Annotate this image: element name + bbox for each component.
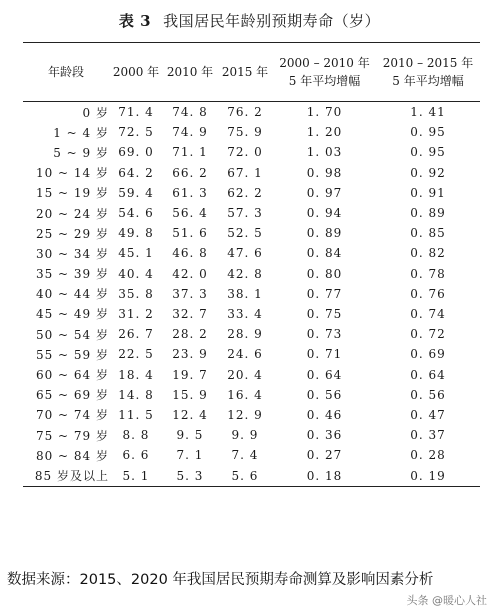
cell-y2015: 52. 5 bbox=[227, 226, 263, 241]
col-header-2015: 2015 年 bbox=[217, 43, 273, 102]
cell-r2: 0. 92 bbox=[410, 165, 446, 180]
cell-y2010: 32. 7 bbox=[172, 306, 208, 321]
cell-age: 35 ~ 39 岁 bbox=[35, 267, 109, 282]
table-row bbox=[23, 465, 480, 487]
table-row bbox=[23, 304, 480, 324]
cell-age: 20 ~ 24 岁 bbox=[35, 206, 109, 221]
cell-age: 25 ~ 29 岁 bbox=[35, 226, 109, 241]
cell-y2010: 12. 4 bbox=[172, 407, 208, 422]
col-header-rate-2000-2010-line1: 2000 – 2010 年 bbox=[279, 56, 370, 70]
cell-r1: 1. 03 bbox=[306, 145, 343, 160]
cell-y2015: 62. 2 bbox=[227, 185, 263, 200]
cell-r2: 0. 76 bbox=[410, 286, 446, 301]
table-row bbox=[23, 445, 480, 465]
cell-y2015: 76. 2 bbox=[227, 105, 263, 120]
cell-r1: 0. 94 bbox=[306, 206, 343, 221]
cell-y2000: 26. 7 bbox=[118, 327, 154, 342]
cell-r1: 0. 89 bbox=[306, 226, 343, 241]
cell-y2010: 74. 9 bbox=[172, 125, 208, 140]
col-header-rate-2010-2015 bbox=[376, 43, 480, 102]
cell-age: 30 ~ 34 岁 bbox=[35, 246, 109, 261]
cell-y2015: 38. 1 bbox=[227, 286, 263, 301]
cell-age: 0 岁 bbox=[82, 105, 109, 120]
table-row bbox=[23, 223, 480, 243]
cell-r2: 1. 41 bbox=[410, 105, 446, 120]
cell-y2015: 33. 4 bbox=[227, 306, 263, 321]
cell-r1: 0. 75 bbox=[306, 306, 343, 321]
watermark-text: 头条 @暖心人社 bbox=[406, 594, 487, 607]
table-row bbox=[23, 344, 480, 364]
cell-r2: 0. 74 bbox=[410, 306, 446, 321]
col-header-2000: 2000 年 bbox=[109, 43, 163, 102]
table-row bbox=[23, 183, 480, 203]
table-row bbox=[23, 203, 480, 223]
cell-r1: 0. 77 bbox=[306, 286, 343, 301]
cell-y2010: 51. 6 bbox=[172, 226, 208, 241]
cell-age: 40 ~ 44 岁 bbox=[35, 287, 109, 302]
cell-r1: 0. 18 bbox=[273, 465, 376, 487]
table-row bbox=[23, 163, 480, 183]
table-number: 表 3 bbox=[118, 12, 152, 30]
cell-r1: 0. 64 bbox=[306, 367, 343, 382]
source-note: 数据来源：2015、2020 年我国居民预期寿命测算及影响因素分析 bbox=[7, 572, 434, 588]
table-header-row bbox=[23, 43, 480, 102]
table-row bbox=[23, 324, 480, 344]
cell-r2: 0. 28 bbox=[410, 448, 446, 463]
cell-y2000: 35. 8 bbox=[118, 286, 154, 301]
cell-r2: 0. 56 bbox=[410, 387, 446, 402]
cell-y2015: 5. 6 bbox=[217, 465, 273, 487]
cell-y2000: 71. 4 bbox=[118, 105, 154, 120]
cell-y2015: 20. 4 bbox=[227, 367, 263, 382]
cell-age: 70 ~ 74 岁 bbox=[35, 408, 109, 423]
cell-r1: 0. 46 bbox=[306, 407, 343, 422]
cell-y2015: 28. 9 bbox=[227, 327, 263, 342]
cell-age: 85 岁及以上 bbox=[23, 465, 109, 487]
table-row bbox=[23, 122, 480, 142]
table-row bbox=[23, 385, 480, 405]
cell-y2000: 45. 1 bbox=[118, 246, 154, 261]
table-row bbox=[23, 243, 480, 263]
cell-r1: 0. 98 bbox=[306, 165, 343, 180]
cell-y2010: 61. 3 bbox=[172, 185, 208, 200]
cell-y2000: 11. 5 bbox=[118, 407, 154, 422]
cell-age: 55 ~ 59 岁 bbox=[35, 347, 109, 362]
cell-y2000: 72. 5 bbox=[118, 125, 154, 140]
cell-y2000: 5. 1 bbox=[109, 465, 163, 487]
table-row bbox=[23, 364, 480, 384]
cell-y2015: 42. 8 bbox=[227, 266, 263, 281]
cell-r1: 0. 73 bbox=[306, 327, 343, 342]
cell-r1: 0. 36 bbox=[306, 428, 343, 443]
table-row bbox=[23, 284, 480, 304]
cell-y2015: 72. 0 bbox=[227, 145, 263, 160]
cell-y2000: 40. 4 bbox=[118, 266, 154, 281]
cell-r2: 0. 37 bbox=[410, 428, 446, 443]
cell-r2: 0. 95 bbox=[410, 145, 446, 160]
cell-y2000: 22. 5 bbox=[118, 347, 154, 362]
table-row bbox=[23, 425, 480, 445]
cell-y2010: 19. 7 bbox=[172, 367, 208, 382]
cell-r1: 1. 70 bbox=[306, 105, 343, 120]
cell-r2: 0. 64 bbox=[410, 367, 446, 382]
table-row bbox=[23, 142, 480, 162]
cell-y2000: 14. 8 bbox=[118, 387, 154, 402]
cell-y2010: 9. 5 bbox=[176, 428, 204, 443]
table-body bbox=[23, 102, 480, 487]
cell-r2: 0. 72 bbox=[410, 327, 446, 342]
cell-age: 50 ~ 54 岁 bbox=[35, 327, 109, 342]
cell-y2010: 28. 2 bbox=[172, 327, 208, 342]
cell-r1: 0. 27 bbox=[306, 448, 343, 463]
col-header-rate-2000-2010 bbox=[273, 43, 376, 102]
cell-y2015: 75. 9 bbox=[227, 125, 263, 140]
cell-y2015: 16. 4 bbox=[227, 387, 263, 402]
table-row bbox=[23, 264, 480, 284]
cell-y2015: 9. 9 bbox=[231, 428, 259, 443]
cell-r2: 0. 85 bbox=[410, 226, 446, 241]
cell-r1: 1. 20 bbox=[306, 125, 343, 140]
cell-age: 60 ~ 64 岁 bbox=[35, 368, 109, 383]
cell-r2: 0. 89 bbox=[410, 206, 446, 221]
cell-age: 15 ~ 19 岁 bbox=[35, 186, 109, 201]
cell-y2015: 12. 9 bbox=[227, 407, 263, 422]
cell-r2: 0. 78 bbox=[410, 266, 446, 281]
cell-r2: 0. 82 bbox=[410, 246, 446, 261]
table-title: 我国居民年龄别预期寿命（岁） bbox=[163, 12, 381, 30]
cell-age: 75 ~ 79 岁 bbox=[35, 428, 109, 443]
cell-r2: 0. 47 bbox=[410, 407, 446, 422]
cell-y2000: 49. 8 bbox=[118, 226, 154, 241]
cell-r1: 0. 71 bbox=[306, 347, 343, 362]
cell-y2000: 64. 2 bbox=[118, 165, 154, 180]
cell-age: 45 ~ 49 岁 bbox=[35, 307, 109, 322]
cell-r2: 0. 69 bbox=[410, 347, 446, 362]
cell-r1: 0. 84 bbox=[306, 246, 343, 261]
table-caption bbox=[0, 10, 499, 31]
cell-y2010: 42. 0 bbox=[172, 266, 208, 281]
cell-y2000: 69. 0 bbox=[118, 145, 154, 160]
cell-age: 10 ~ 14 岁 bbox=[35, 166, 109, 181]
col-header-age: 年龄段 bbox=[23, 43, 109, 102]
cell-y2010: 7. 1 bbox=[176, 448, 204, 463]
cell-y2000: 6. 6 bbox=[122, 448, 150, 463]
cell-age: 80 ~ 84 岁 bbox=[35, 448, 109, 463]
col-header-rate-2000-2010-line2: 5 年平均增幅 bbox=[288, 74, 361, 88]
cell-y2010: 71. 1 bbox=[172, 145, 208, 160]
cell-y2000: 18. 4 bbox=[118, 367, 154, 382]
cell-y2000: 59. 4 bbox=[118, 185, 154, 200]
cell-y2015: 24. 6 bbox=[227, 347, 263, 362]
cell-y2000: 31. 2 bbox=[118, 306, 154, 321]
cell-y2010: 5. 3 bbox=[163, 465, 217, 487]
cell-y2015: 7. 4 bbox=[231, 448, 259, 463]
cell-r2: 0. 91 bbox=[410, 185, 446, 200]
cell-y2010: 74. 8 bbox=[172, 105, 208, 120]
cell-y2015: 47. 6 bbox=[227, 246, 263, 261]
cell-age: 5 ~ 9 岁 bbox=[53, 145, 109, 160]
cell-y2010: 23. 9 bbox=[172, 347, 208, 362]
cell-y2015: 67. 1 bbox=[227, 165, 263, 180]
life-expectancy-table bbox=[23, 42, 480, 487]
table-row bbox=[23, 405, 480, 425]
cell-y2010: 15. 9 bbox=[172, 387, 208, 402]
table-row bbox=[23, 102, 480, 123]
cell-y2000: 8. 8 bbox=[122, 428, 150, 443]
cell-y2000: 54. 6 bbox=[118, 206, 154, 221]
cell-r1: 0. 97 bbox=[306, 185, 343, 200]
cell-r2: 0. 95 bbox=[410, 125, 446, 140]
cell-y2010: 37. 3 bbox=[172, 286, 208, 301]
col-header-rate-2010-2015-line2: 5 年平均增幅 bbox=[392, 74, 464, 88]
cell-age: 1 ~ 4 岁 bbox=[53, 125, 109, 140]
cell-r1: 0. 80 bbox=[306, 266, 343, 281]
cell-r1: 0. 56 bbox=[306, 387, 343, 402]
cell-y2015: 57. 3 bbox=[227, 206, 263, 221]
cell-y2010: 46. 8 bbox=[172, 246, 208, 261]
col-header-rate-2010-2015-line1: 2010 – 2015 年 bbox=[382, 56, 474, 70]
cell-age: 65 ~ 69 岁 bbox=[35, 388, 109, 403]
cell-r2: 0. 19 bbox=[376, 465, 480, 487]
cell-y2010: 56. 4 bbox=[172, 206, 208, 221]
col-header-2010: 2010 年 bbox=[163, 43, 217, 102]
cell-y2010: 66. 2 bbox=[172, 165, 208, 180]
